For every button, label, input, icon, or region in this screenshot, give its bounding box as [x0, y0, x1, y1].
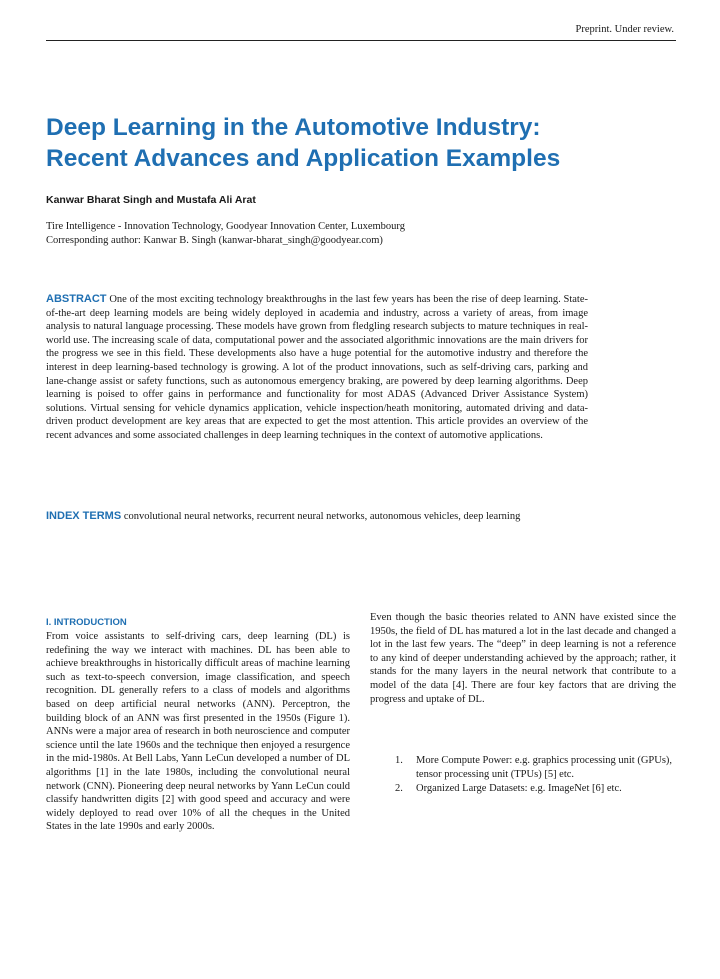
list-item [370, 782, 676, 796]
list-item-text: More Compute Power: e.g. graphics processing unit (GPUs), tensor processing unit (TPUs) [5] etc. [416, 755, 673, 780]
abstract-text: One of the most exciting technology breakthroughs in the last few years has been the rise of deep learning. State-of-the-art deep learning models are being widely deployed in academia and industry, across a variety of areas, from image analysis to natural language processing. These models have grown from fledgling research subjects to mature techniques in real-world use. The increasing scale of data, computational power and the associated algorithmic innovations are the main drivers for the progress we see in this field. These developments also have a huge potential for the automotive industry and therefore the interest in deep learning-based technology is growing. A lot of the product innovations, such as self-driving cars, parking and lane-change assist or safety functions, such as autonomous emergency braking, are powered by deep learning algorithms. Deep learning is poised to offer gains in performance and functionality for most ADAS (Advanced Driver Assistance System) solutions. Virtual sensing for vehicle dynamics application, vehicle inspection/heath monitoring, automated driving and data-driven product development are key areas that are expected to get the most attention. This article provides an overview of the recent advances and some associated challenges in deep learning techniques in the context of automotive applications. [46, 294, 588, 441]
list-item-text: Organized Large Datasets: e.g. ImageNet [6] etc. [416, 783, 622, 795]
factors-list [370, 754, 676, 797]
affiliation: Tire Intelligence - Innovation Technology, Goodyear Innovation Center, Luxembourg [46, 221, 405, 232]
intro-left-column: From voice assistants to self-driving cars, deep learning (DL) is redefining the way we interact with machines. DL has been able to achieve breakthroughs in historically difficult areas of machine learning such as text-to-speech conversion, image classification, and speech recognition. DL generally refers to a class of models and algorithms based on deep artificial neural networks (ANN). Perceptron, the building block of an ANN was first presented in the 1950s (Figure 1). ANNs were a major area of research in both neuroscience and computer science until the late 1960s and the technique then enjoyed a resurgence in the mid-1980s. At Bell Labs, Yann LeCun developed a number of DL algorithms [1] in the late 1980s, including the convolutional neural network (CNN). Pioneering deep neural networks by Yann LeCun could classify handwritten digits [2] with good speed and accuracy and were widely deployed to read over 10% of all the cheques in the United States in the late 1990s and early 2000s. [46, 631, 350, 833]
abstract [46, 293, 588, 443]
section-heading: I. INTRODUCTION [46, 617, 127, 628]
corresponding-author: Corresponding author: Kanwar B. Singh (kanwar-bharat_singh@goodyear.com) [46, 235, 383, 246]
list-item [370, 754, 676, 781]
header-note: Preprint. Under review. [575, 24, 674, 35]
header-rule [46, 40, 676, 41]
index-terms [46, 510, 588, 524]
list-item-number: 2. [395, 783, 403, 795]
list-item-number: 1. [395, 755, 403, 766]
paper-title [46, 112, 686, 174]
paper-title-line2: Recent Advances and Application Examples [46, 145, 561, 172]
index-terms-text: convolutional neural networks, recurrent neural networks, autonomous vehicles, deep learning [123, 511, 521, 522]
index-terms-label: INDEX TERMS [46, 510, 122, 522]
paper-title-line1: Deep Learning in the Automotive Industry: [46, 114, 541, 141]
abstract-label: ABSTRACT [46, 293, 107, 305]
affiliation-block [46, 220, 405, 248]
authors: Kanwar Bharat Singh and Mustafa Ali Arat [46, 194, 256, 206]
intro-right-column: Even though the basic theories related to ANN have existed since the 1950s, the field of DL has matured a lot in the last decade and changed a lot in the last few years. The “deep” in deep learning is not a reference to any kind of deeper understanding achieved by the approach; rather, it stands for the many layers in the neural network that contribute to a model of the data [4]. There are four key factors that are driving the progress and uptake of DL. [370, 612, 676, 705]
